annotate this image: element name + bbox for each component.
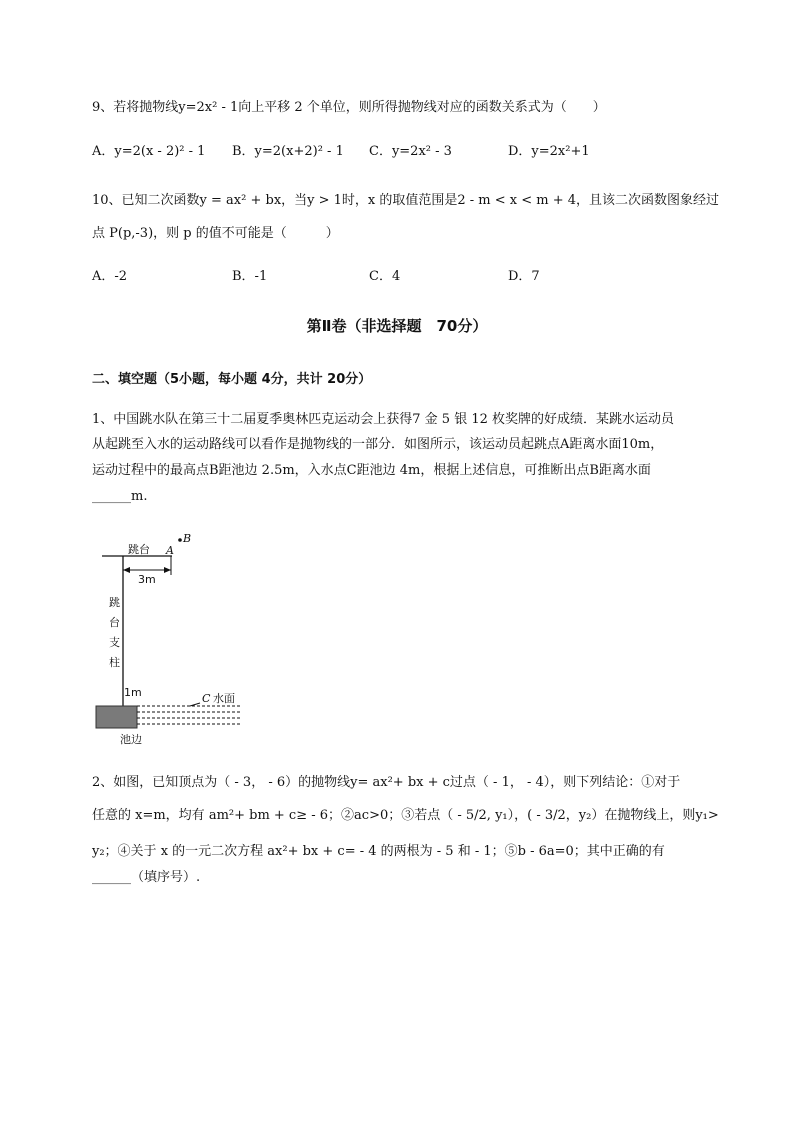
point-b-marker bbox=[178, 538, 182, 542]
pillar-label-char-3: 支 bbox=[109, 636, 120, 649]
point-b-label: B bbox=[183, 532, 192, 545]
q10-option-d: D．7 bbox=[508, 269, 540, 284]
point-a-label: A bbox=[166, 544, 174, 557]
distance-label: 3m bbox=[138, 573, 156, 586]
section-title: 第Ⅱ卷（非选择题 70分） bbox=[306, 317, 488, 335]
q9-option-c: C．y=2x² - 3 bbox=[369, 144, 452, 159]
q9-option-d: D．y=2x²+1 bbox=[508, 144, 590, 159]
question-9-text: 9、若将抛物线y=2x² - 1向上平移 2 个单位，则所得抛物线对应的函数关系式为（ ） bbox=[92, 100, 606, 115]
dimension-arrow-right-icon bbox=[164, 567, 171, 573]
q10-option-b: B．-1 bbox=[232, 269, 268, 284]
height-label: 1m bbox=[124, 686, 142, 699]
water-label: 水面 bbox=[213, 692, 235, 705]
fill-question-2-line-4: ______（填序号）. bbox=[92, 870, 201, 885]
fill-question-2-line-3: y₂；④关于 x 的一元二次方程 ax²+ bx + c= - 4 的两根为 - 5 和 - 1；⑤b - 6a=0；其中正确的有 bbox=[92, 844, 665, 859]
q9-option-a: A．y=2(x - 2)² - 1 bbox=[92, 144, 206, 159]
fill-question-1-line-1: 1、中国跳水队在第三十二届夏季奥林匹克运动会上获得7 金 5 银 12 枚奖牌的好成绩．某跳水运动员 bbox=[92, 412, 675, 427]
pillar-label-char-2: 台 bbox=[109, 616, 120, 629]
fill-question-2-line-1: 2、如图，已知顶点为（ - 3， - 6）的抛物线y= ax²+ bx + c过点（ - 1， - 4），则下列结论：①对于 bbox=[92, 775, 681, 790]
fill-question-1-line-2: 从起跳至入水的运动路线可以看作是抛物线的一部分．如图所示，该运动员起跳点A距离水面10m， bbox=[92, 437, 664, 452]
part-heading: 二、填空题（5小题，每小题 4分，共计 20分） bbox=[92, 372, 372, 387]
pool-edge-block bbox=[96, 706, 137, 728]
fill-question-1-line-3: 运动过程中的最高点B距池边 2.5m，入水点C距池边 4m，根据上述信息，可推断出点B距离水面 bbox=[92, 463, 651, 478]
question-10-line-2: 点 P(p,-3)，则 p 的值不可能是（ ） bbox=[92, 226, 339, 241]
point-c-label: C bbox=[202, 692, 211, 705]
question-10-line-1: 10、已知二次函数y = ax² + bx，当y > 1时，x 的取值范围是2 - m < x < m + 4，且该二次函数图象经过 bbox=[92, 193, 720, 208]
diving-figure bbox=[92, 528, 252, 750]
pillar-label-char-4: 柱 bbox=[109, 656, 120, 669]
pool-label: 池边 bbox=[120, 733, 142, 746]
dimension-arrow-left-icon bbox=[123, 567, 130, 573]
q10-option-c: C．4 bbox=[369, 269, 401, 284]
diving-diagram bbox=[92, 528, 252, 750]
pillar-label-char-1: 跳 bbox=[109, 596, 120, 609]
fill-question-2-line-2: 任意的 x=m，均有 am²+ bm + c≥ - 6；②ac>0；③若点（ - 5/2, y₁），( - 3/2，y₂）在抛物线上，则y₁> bbox=[92, 808, 719, 823]
q10-option-a: A．-2 bbox=[92, 269, 128, 284]
platform-label: 跳台 bbox=[128, 543, 150, 556]
q9-option-b: B．y=2(x+2)² - 1 bbox=[232, 144, 344, 159]
fill-question-1-line-4: ______m. bbox=[92, 489, 148, 504]
